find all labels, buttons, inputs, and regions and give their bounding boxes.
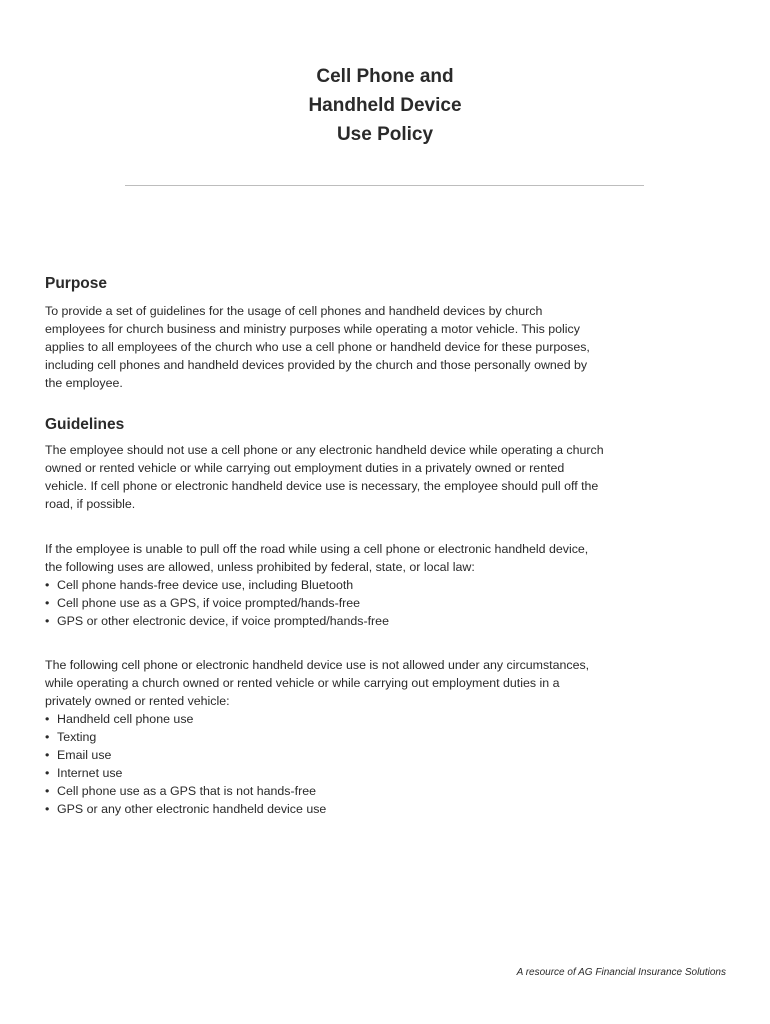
guidelines-paragraph-2: If the employee is unable to pull off the road while using a cell phone or electronic handheld device, the following uses are allowed, unless prohibited by federal, state, or local law: xyxy=(45,542,589,574)
list-item-text: Email use xyxy=(57,748,112,762)
document-title xyxy=(0,62,770,149)
title-line-2: Handheld Device xyxy=(308,95,462,116)
bullet-icon: • xyxy=(45,730,50,744)
list-item-text: GPS or any other electronic handheld device use xyxy=(57,802,327,816)
list-item-text: Cell phone use as a GPS that is not hands-free xyxy=(57,784,316,798)
bullet-icon: • xyxy=(45,596,50,610)
title-line-3: Use Policy xyxy=(336,124,434,145)
list-item-text: GPS or other electronic device, if voice prompted/hands-free xyxy=(57,614,389,628)
list-item-text: Handheld cell phone use xyxy=(57,712,194,726)
guidelines-paragraph-3: The following cell phone or electronic handheld device use is not allowed under any circumstances, while operating a church owned or rented vehicle or while carrying out employment duties in a privately owned or rented vehicle: xyxy=(45,658,590,708)
purpose-heading: Purpose xyxy=(45,275,108,292)
list-item xyxy=(45,764,605,782)
list-item xyxy=(45,800,605,818)
bullet-icon: • xyxy=(45,614,50,628)
list-item xyxy=(45,782,605,800)
allowed-uses-list xyxy=(45,576,605,630)
list-item-text: Cell phone hands-free device use, including Bluetooth xyxy=(57,578,354,592)
footer-credit: A resource of AG Financial Insurance Solutions xyxy=(516,967,726,978)
bullet-icon: • xyxy=(45,784,50,798)
purpose-body: To provide a set of guidelines for the usage of cell phones and handheld devices by church employees for church business and ministry purposes while operating a motor vehicle. This policy applies to all employees of the church who use a cell phone or handheld device for these purposes, including cell phones and handheld devices provided by the church and those personally owned by the employee. xyxy=(45,304,590,390)
bullet-icon: • xyxy=(45,578,50,592)
bullet-icon: • xyxy=(45,748,50,762)
list-item xyxy=(45,594,605,612)
list-item xyxy=(45,710,605,728)
bullet-icon: • xyxy=(45,712,50,726)
list-item-text: Cell phone use as a GPS, if voice prompted/hands-free xyxy=(57,596,361,610)
list-item xyxy=(45,746,605,764)
title-line-1: Cell Phone and xyxy=(316,66,454,87)
guidelines-paragraph-1: The employee should not use a cell phone or any electronic handheld device while operating a church owned or rented vehicle or while carrying out employment duties in a privately owned or rented vehicle. If cell phone or electronic handheld device use is necessary, the employee should pull off the road, if possible. xyxy=(45,443,604,511)
guidelines-heading: Guidelines xyxy=(45,416,125,433)
list-item-text: Internet use xyxy=(57,766,123,780)
title-divider xyxy=(125,185,644,186)
list-item xyxy=(45,728,605,746)
list-item xyxy=(45,612,605,630)
prohibited-uses-list xyxy=(45,710,605,818)
bullet-icon: • xyxy=(45,802,50,816)
bullet-icon: • xyxy=(45,766,50,780)
list-item-text: Texting xyxy=(57,730,97,744)
list-item xyxy=(45,576,605,594)
